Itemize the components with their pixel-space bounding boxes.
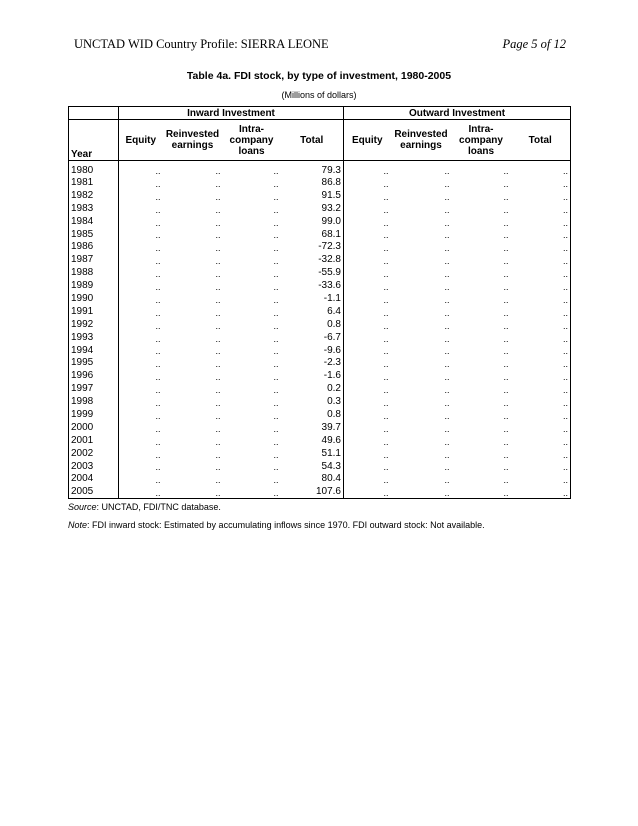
inward-equity-cell: .. [155, 359, 161, 370]
outward-total-cell: .. [511, 228, 571, 241]
inward-equity-cell: .. [155, 217, 161, 228]
table-row [69, 369, 571, 382]
table-row [69, 485, 571, 498]
inward-reinvested-cell: .. [215, 449, 221, 460]
inward-total-cell: 99.0 [281, 215, 344, 228]
outward-reinvested-cell: .. [444, 449, 450, 460]
year-cell: 1986 [69, 240, 119, 253]
year-cell: 2001 [69, 434, 119, 447]
inward-reinvested-cell: .. [215, 294, 221, 305]
outward-equity-cell: .. [383, 243, 389, 254]
inward-reinvested-cell: .. [215, 269, 221, 280]
outward-total-cell: .. [511, 421, 571, 434]
inward-reinvested-header: Reinvested earnings [163, 120, 223, 161]
year-cell: 1989 [69, 279, 119, 292]
inward-intra-company-cell: .. [273, 294, 279, 305]
table-row [69, 318, 571, 331]
inward-reinvested-cell: .. [215, 359, 221, 370]
year-cell: 1982 [69, 189, 119, 202]
inward-equity-cell: .. [155, 333, 161, 344]
outward-total-cell: .. [511, 382, 571, 395]
inward-intra-company-cell: .. [273, 178, 279, 189]
outward-intra-company-cell: .. [503, 423, 509, 434]
inward-equity-cell: .. [155, 462, 161, 473]
table-row [69, 176, 571, 189]
outward-intra-company-cell: .. [503, 333, 509, 344]
inward-intra-company-cell: .. [273, 475, 279, 486]
outward-reinvested-cell: .. [444, 178, 450, 189]
table-row [69, 434, 571, 447]
outward-total-cell: .. [511, 189, 571, 202]
inward-total-cell: 79.3 [281, 161, 344, 177]
year-cell: 1980 [69, 161, 119, 177]
inward-reinvested-cell: .. [215, 436, 221, 447]
inward-equity-cell: .. [155, 346, 161, 357]
outward-equity-cell: .. [383, 410, 389, 421]
table-row [69, 305, 571, 318]
inward-equity-cell: .. [155, 449, 161, 460]
year-cell: 1985 [69, 228, 119, 241]
outward-total-cell: .. [511, 305, 571, 318]
outward-intra-company-cell: .. [503, 204, 509, 215]
inward-total-cell: 0.8 [281, 408, 344, 421]
outward-equity-cell: .. [383, 333, 389, 344]
inward-equity-cell: .. [155, 230, 161, 241]
outward-intra-company-cell: .. [503, 307, 509, 318]
outward-intra-company-cell: .. [452, 485, 511, 498]
outward-reinvested-cell: .. [444, 307, 450, 318]
inward-intra-company-cell: .. [273, 307, 279, 318]
inward-reinvested-cell: .. [215, 346, 221, 357]
inward-equity-cell: .. [155, 269, 161, 280]
outward-total-cell: .. [511, 485, 571, 498]
outward-total-cell: .. [511, 434, 571, 447]
inward-equity-cell: .. [155, 204, 161, 215]
outward-reinvested-cell: .. [391, 485, 452, 498]
outward-reinvested-cell: .. [444, 204, 450, 215]
outward-intra-company-cell: .. [503, 346, 509, 357]
outward-total-cell: .. [511, 356, 571, 369]
outward-intra-company-cell: .. [503, 294, 509, 305]
outward-intra-company-cell: .. [503, 243, 509, 254]
outward-equity-cell: .. [383, 269, 389, 280]
inward-intra-company-cell: .. [273, 423, 279, 434]
outward-reinvested-cell: .. [444, 423, 450, 434]
inward-equity-cell: .. [155, 166, 161, 176]
year-cell: 1993 [69, 331, 119, 344]
inward-intra-company-cell: .. [223, 485, 281, 498]
inward-reinvested-cell: .. [215, 217, 221, 228]
outward-total-cell: .. [511, 176, 571, 189]
inward-intra-company-cell: .. [273, 385, 279, 396]
table-row [69, 421, 571, 434]
outward-reinvested-cell: .. [444, 359, 450, 370]
year-cell: 2005 [69, 485, 119, 498]
table-row [69, 228, 571, 241]
inward-intra-company-header: Intra- company loans [223, 120, 281, 161]
outward-total-cell: .. [511, 408, 571, 421]
inward-total-cell: 51.1 [281, 447, 344, 460]
inward-reinvested-cell: .. [215, 423, 221, 434]
outward-reinvested-header: Reinvested earnings [391, 120, 452, 161]
inward-reinvested-cell: .. [215, 372, 221, 383]
outward-equity-cell: .. [383, 346, 389, 357]
outward-intra-company-cell: .. [503, 230, 509, 241]
outward-equity-cell: .. [383, 191, 389, 202]
inward-total-cell: 86.8 [281, 176, 344, 189]
inward-reinvested-cell: .. [215, 166, 221, 176]
inward-reinvested-cell: .. [215, 243, 221, 254]
header-document-title: UNCTAD WID Country Profile: SIERRA LEONE [74, 37, 329, 51]
year-cell: 2004 [69, 472, 119, 485]
inward-total-cell: -33.6 [281, 279, 344, 292]
outward-intra-company-cell: .. [503, 256, 509, 267]
outward-reinvested-cell: .. [444, 385, 450, 396]
inward-total-cell: 91.5 [281, 189, 344, 202]
outward-equity-cell: .. [383, 475, 389, 486]
outward-total-cell: .. [511, 215, 571, 228]
outward-intra-company-cell: .. [503, 166, 509, 176]
inward-reinvested-cell: .. [215, 333, 221, 344]
inward-equity-cell: .. [155, 436, 161, 447]
inward-equity-cell: .. [155, 320, 161, 331]
outward-equity-cell: .. [383, 423, 389, 434]
inward-intra-company-cell: .. [273, 320, 279, 331]
outward-equity-cell: .. [383, 307, 389, 318]
inward-equity-cell: .. [119, 485, 163, 498]
table-row [69, 472, 571, 485]
inward-reinvested-cell: .. [215, 282, 221, 293]
outward-total-cell: .. [511, 292, 571, 305]
outward-equity-cell: .. [383, 256, 389, 267]
inward-total-cell: 6.4 [281, 305, 344, 318]
year-cell: 2002 [69, 447, 119, 460]
inward-total-header: Total [281, 120, 344, 161]
group-header-row [69, 107, 571, 120]
table-title: Table 4a. FDI stock, by type of investment, 1980-2005 [186, 70, 452, 82]
inward-reinvested-cell: .. [215, 256, 221, 267]
year-cell: 1995 [69, 356, 119, 369]
year-cell: 1997 [69, 382, 119, 395]
outward-intra-company-cell: .. [503, 385, 509, 396]
outward-total-cell: .. [511, 472, 571, 485]
table-row [69, 266, 571, 279]
inward-equity-cell: .. [155, 423, 161, 434]
inward-total-cell: 0.8 [281, 318, 344, 331]
inward-total-cell: 49.6 [281, 434, 344, 447]
year-cell: 1987 [69, 253, 119, 266]
year-cell: 1998 [69, 395, 119, 408]
outward-intra-company-header: Intra- company loans [452, 120, 511, 161]
inward-reinvested-cell: .. [215, 178, 221, 189]
outward-intra-company-cell: .. [503, 178, 509, 189]
outward-total-cell: .. [511, 460, 571, 473]
table-row [69, 189, 571, 202]
outward-intra-company-cell: .. [503, 359, 509, 370]
outward-intra-company-cell: .. [503, 462, 509, 473]
table-row [69, 382, 571, 395]
inward-reinvested-cell: .. [215, 230, 221, 241]
inward-equity-cell: .. [155, 256, 161, 267]
inward-equity-cell: .. [155, 243, 161, 254]
inward-intra-company-cell: .. [273, 204, 279, 215]
source-note: Source: UNCTAD, FDI/TNC database. [68, 502, 221, 512]
inward-reinvested-cell: .. [215, 307, 221, 318]
year-cell: 1992 [69, 318, 119, 331]
outward-equity-cell: .. [383, 449, 389, 460]
inward-total-cell: 0.2 [281, 382, 344, 395]
outward-reinvested-cell: .. [444, 346, 450, 357]
inward-intra-company-cell: .. [273, 333, 279, 344]
table-row [69, 395, 571, 408]
table-row [69, 292, 571, 305]
outward-reinvested-cell: .. [444, 269, 450, 280]
outward-intra-company-cell: .. [503, 398, 509, 409]
year-cell: 1999 [69, 408, 119, 421]
fdi-stock-table [68, 106, 571, 499]
outward-total-cell: .. [511, 253, 571, 266]
inward-intra-company-cell: .. [273, 359, 279, 370]
outward-intra-company-cell: .. [503, 191, 509, 202]
outward-equity-cell: .. [383, 398, 389, 409]
year-cell: 2000 [69, 421, 119, 434]
outward-reinvested-cell: .. [444, 243, 450, 254]
header-page-number: Page 5 of 12 [502, 37, 566, 51]
outward-intra-company-cell: .. [503, 372, 509, 383]
outward-equity-cell: .. [383, 282, 389, 293]
inward-investment-header: Inward Investment [119, 107, 344, 120]
outward-reinvested-cell: .. [444, 320, 450, 331]
outward-investment-header: Outward Investment [344, 107, 571, 120]
outward-intra-company-cell: .. [503, 217, 509, 228]
inward-total-cell: -1.6 [281, 369, 344, 382]
inward-intra-company-cell: .. [273, 372, 279, 383]
table-row [69, 215, 571, 228]
inward-total-cell: 93.2 [281, 202, 344, 215]
outward-reinvested-cell: .. [444, 230, 450, 241]
year-cell: 1996 [69, 369, 119, 382]
outward-intra-company-cell: .. [503, 282, 509, 293]
outward-equity-cell: .. [383, 217, 389, 228]
column-header-row [69, 120, 571, 161]
year-cell: 1984 [69, 215, 119, 228]
inward-equity-cell: .. [155, 294, 161, 305]
outward-reinvested-cell: .. [444, 436, 450, 447]
footnote: Note: FDI inward stock: Estimated by accumulating inflows since 1970. FDI outward stock: Not available. [68, 520, 485, 530]
inward-equity-cell: .. [155, 385, 161, 396]
inward-equity-cell: .. [155, 398, 161, 409]
inward-intra-company-cell: .. [273, 243, 279, 254]
inward-intra-company-cell: .. [273, 166, 279, 176]
inward-intra-company-cell: .. [273, 230, 279, 241]
year-cell: 1991 [69, 305, 119, 318]
inward-total-cell: -72.3 [281, 240, 344, 253]
outward-equity-cell: .. [383, 462, 389, 473]
inward-equity-cell: .. [155, 475, 161, 486]
inward-total-cell: 39.7 [281, 421, 344, 434]
outward-reinvested-cell: .. [444, 282, 450, 293]
outward-equity-cell: .. [344, 485, 391, 498]
inward-equity-cell: .. [155, 178, 161, 189]
inward-intra-company-cell: .. [273, 436, 279, 447]
outward-equity-cell: .. [383, 372, 389, 383]
outward-intra-company-cell: .. [503, 436, 509, 447]
inward-total-cell: -2.3 [281, 356, 344, 369]
outward-equity-cell: .. [383, 294, 389, 305]
inward-reinvested-cell: .. [215, 191, 221, 202]
inward-intra-company-cell: .. [273, 346, 279, 357]
outward-equity-cell: .. [383, 204, 389, 215]
outward-equity-cell: .. [383, 166, 389, 176]
inward-reinvested-cell: .. [215, 204, 221, 215]
table-row [69, 279, 571, 292]
outward-reinvested-cell: .. [444, 410, 450, 421]
inward-total-cell: -6.7 [281, 331, 344, 344]
outward-equity-cell: .. [383, 320, 389, 331]
year-cell: 1990 [69, 292, 119, 305]
outward-reinvested-cell: .. [444, 333, 450, 344]
inward-intra-company-cell: .. [273, 462, 279, 473]
year-cell: 1988 [69, 266, 119, 279]
inward-total-cell: 107.6 [281, 485, 344, 498]
outward-reinvested-cell: .. [444, 256, 450, 267]
inward-reinvested-cell: .. [215, 398, 221, 409]
table-subtitle: (Millions of dollars) [281, 90, 357, 100]
outward-equity-cell: .. [383, 436, 389, 447]
inward-reinvested-cell: .. [215, 320, 221, 331]
inward-intra-company-cell: .. [273, 217, 279, 228]
inward-total-cell: -1.1 [281, 292, 344, 305]
year-cell: 1983 [69, 202, 119, 215]
table-notes [68, 502, 485, 538]
inward-reinvested-cell: .. [215, 462, 221, 473]
inward-total-cell: 80.4 [281, 472, 344, 485]
outward-reinvested-cell: .. [444, 462, 450, 473]
outward-intra-company-cell: .. [503, 475, 509, 486]
outward-total-cell: .. [511, 395, 571, 408]
inward-total-cell: 0.3 [281, 395, 344, 408]
outward-total-cell: .. [511, 331, 571, 344]
inward-equity-cell: .. [155, 191, 161, 202]
table-row [69, 356, 571, 369]
outward-intra-company-cell: .. [503, 320, 509, 331]
inward-equity-cell: .. [155, 372, 161, 383]
year-header-spacer [69, 107, 119, 120]
inward-intra-company-cell: .. [273, 449, 279, 460]
year-cell: 1994 [69, 344, 119, 357]
outward-equity-cell: .. [383, 178, 389, 189]
inward-intra-company-cell: .. [273, 191, 279, 202]
table-row [69, 202, 571, 215]
outward-equity-header: Equity [344, 120, 391, 161]
outward-equity-cell: .. [383, 230, 389, 241]
outward-equity-cell: .. [383, 385, 389, 396]
outward-reinvested-cell: .. [444, 166, 450, 176]
table-row [69, 408, 571, 421]
table-row [69, 161, 571, 177]
outward-total-cell: .. [511, 161, 571, 177]
inward-total-cell: 68.1 [281, 228, 344, 241]
inward-reinvested-cell: .. [215, 475, 221, 486]
outward-total-cell: .. [511, 344, 571, 357]
inward-equity-cell: .. [155, 410, 161, 421]
outward-total-header: Total [511, 120, 571, 161]
outward-total-cell: .. [511, 447, 571, 460]
year-cell: 2003 [69, 460, 119, 473]
outward-reinvested-cell: .. [444, 372, 450, 383]
inward-total-cell: -9.6 [281, 344, 344, 357]
outward-reinvested-cell: .. [444, 191, 450, 202]
inward-intra-company-cell: .. [273, 269, 279, 280]
page-header [74, 37, 566, 55]
outward-total-cell: .. [511, 369, 571, 382]
outward-total-cell: .. [511, 202, 571, 215]
outward-total-cell: .. [511, 318, 571, 331]
outward-total-cell: .. [511, 279, 571, 292]
inward-reinvested-cell: .. [215, 410, 221, 421]
table-row [69, 344, 571, 357]
outward-reinvested-cell: .. [444, 217, 450, 228]
inward-total-cell: -32.8 [281, 253, 344, 266]
outward-total-cell: .. [511, 240, 571, 253]
inward-intra-company-cell: .. [273, 256, 279, 267]
table-body [69, 161, 571, 499]
year-column-header: Year [69, 120, 119, 161]
inward-total-cell: -55.9 [281, 266, 344, 279]
inward-intra-company-cell: .. [273, 410, 279, 421]
year-cell: 1981 [69, 176, 119, 189]
inward-reinvested-cell: .. [163, 485, 223, 498]
table-row [69, 447, 571, 460]
outward-reinvested-cell: .. [444, 475, 450, 486]
outward-reinvested-cell: .. [444, 294, 450, 305]
outward-intra-company-cell: .. [503, 269, 509, 280]
outward-intra-company-cell: .. [503, 410, 509, 421]
table-row [69, 253, 571, 266]
table-row [69, 331, 571, 344]
inward-equity-cell: .. [155, 282, 161, 293]
inward-equity-cell: .. [155, 307, 161, 318]
outward-reinvested-cell: .. [444, 398, 450, 409]
outward-total-cell: .. [511, 266, 571, 279]
table-row [69, 460, 571, 473]
outward-equity-cell: .. [383, 359, 389, 370]
inward-equity-header: Equity [119, 120, 163, 161]
inward-reinvested-cell: .. [215, 385, 221, 396]
outward-intra-company-cell: .. [503, 449, 509, 460]
inward-intra-company-cell: .. [273, 282, 279, 293]
table-row [69, 240, 571, 253]
inward-intra-company-cell: .. [273, 398, 279, 409]
inward-total-cell: 54.3 [281, 460, 344, 473]
